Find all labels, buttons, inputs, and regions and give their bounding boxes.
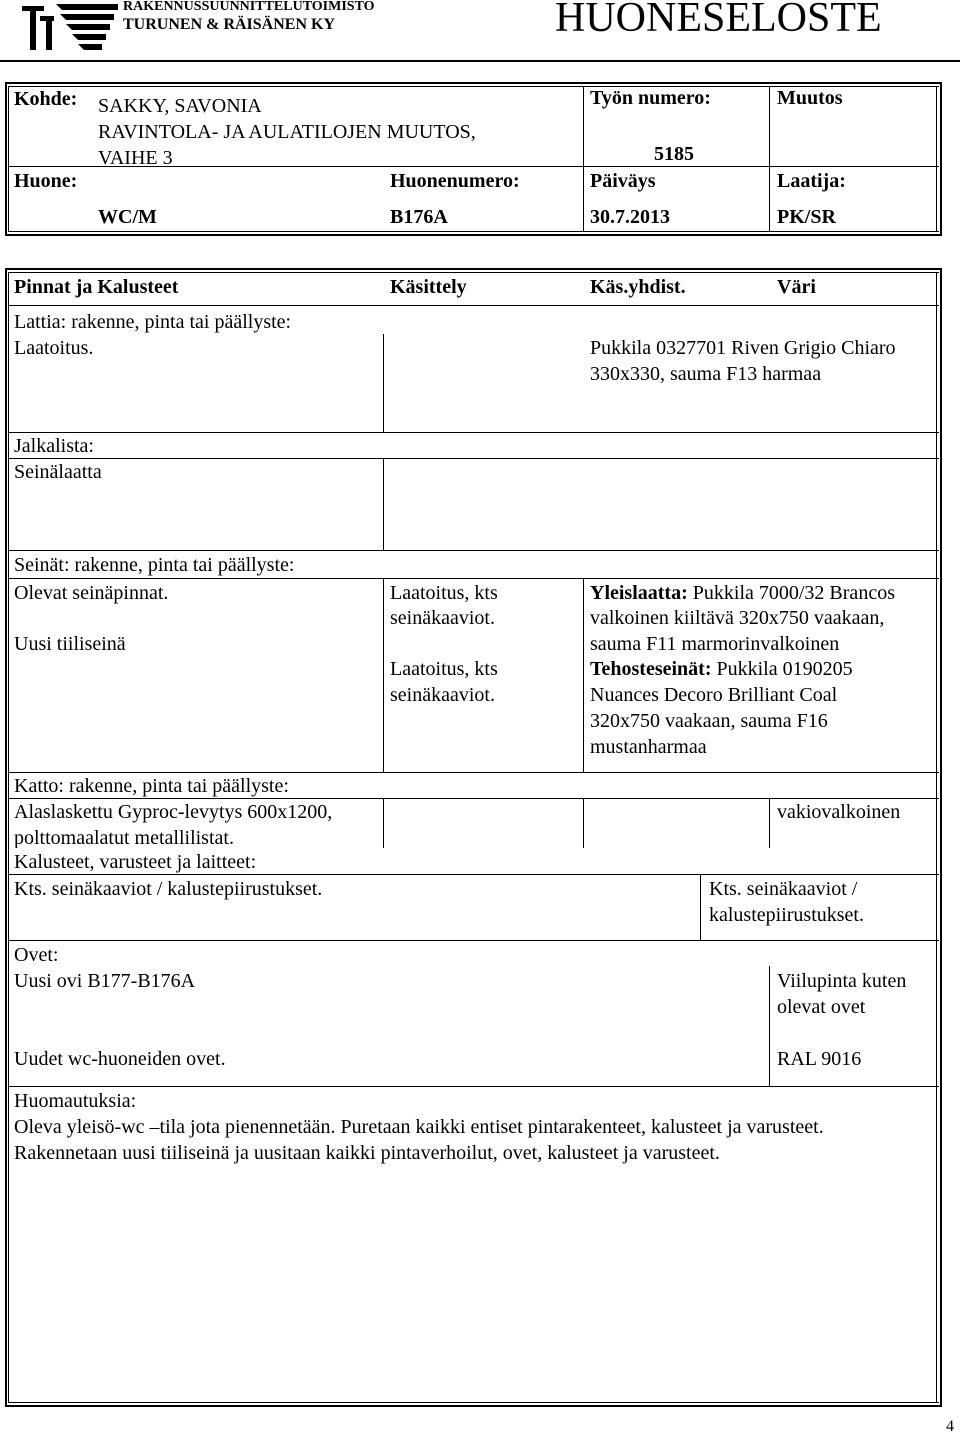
katto-line1: Alaslaskettu Gyproc-levytys 600x1200, xyxy=(14,801,333,823)
seinat-text2: Uusi tiiliseinä xyxy=(14,633,126,655)
katto-vari: vakiovalkoinen xyxy=(777,801,901,823)
ovet-vari1-line1: Viilupinta kuten xyxy=(777,970,907,992)
huone-label: Huone: xyxy=(14,170,78,192)
katto-line2-clip xyxy=(14,825,384,848)
muutos-label: Muutos xyxy=(777,87,843,109)
kalusteet-text: Kts. seinäkaaviot / kalustepiirustukset. xyxy=(14,878,323,900)
ovet-vari2: RAL 9016 xyxy=(777,1048,862,1070)
col-kasyhdist: Käs.yhdist. xyxy=(590,276,686,298)
laatija-label: Laatija: xyxy=(777,170,846,192)
page-number: 4 xyxy=(946,1418,954,1435)
seinat-vari-line4 xyxy=(590,656,853,682)
kohde-line1: SAKKY, SAVONIA xyxy=(98,95,262,117)
ovet-vari1-line2: olevat ovet xyxy=(777,996,866,1018)
seinat-vari-line5: Nuances Decoro Brilliant Coal xyxy=(590,684,838,706)
company-name-line1: RAKENNUSSUUNNITTELUTOIMISTO xyxy=(123,0,375,14)
laatija-value: PK/SR xyxy=(777,206,836,228)
kalusteet-right-line2: kalustepiirustukset. xyxy=(709,904,864,926)
company-name-line2: TURUNEN & RÄISÄNEN KY xyxy=(123,16,336,33)
seinat-vari-line2: valkoinen kiiltävä 320x750 vaakaan, xyxy=(590,607,885,629)
logo-icon xyxy=(22,2,118,52)
tyon-numero: 5185 xyxy=(654,143,694,165)
yleislaatta-label: Yleislaatta: xyxy=(590,582,688,604)
header-rule xyxy=(0,60,960,62)
seinat-vari-line3: sauma F11 marmorinvalkoinen xyxy=(590,633,840,655)
document-title: HUONESELOSTE xyxy=(555,0,882,41)
katto-line2: polttomaalatut metallilistat. xyxy=(14,827,234,848)
paivays-label: Päiväys xyxy=(590,170,656,192)
seinat-vari-line6: 320x750 vaakaan, sauma F16 xyxy=(590,710,828,732)
tehosteseinat-label: Tehosteseinät: xyxy=(590,658,712,680)
huonenumero-label: Huonenumero: xyxy=(390,170,520,192)
jalkalista-heading: Jalkalista: xyxy=(14,435,94,457)
huonenumero-value: B176A xyxy=(390,206,448,228)
col-pinnat: Pinnat ja Kalusteet xyxy=(14,276,179,298)
col-kasittely: Käsittely xyxy=(390,276,467,298)
lattia-heading: Lattia: rakenne, pinta tai päällyste: xyxy=(14,311,292,333)
seinat-kasittely2-line2: seinäkaaviot. xyxy=(390,684,495,706)
kohde-label: Kohde: xyxy=(14,88,78,110)
seinat-vari-line7: mustanharmaa xyxy=(590,736,707,758)
company-logo xyxy=(22,2,118,52)
ovet-text1: Uusi ovi B177-B176A xyxy=(14,970,196,992)
seinat-heading: Seinät: rakenne, pinta tai päällyste: xyxy=(14,554,295,576)
col-vari: Väri xyxy=(777,276,816,298)
tehosteseinat-text: Pukkila 0190205 xyxy=(711,658,853,680)
ovet-heading: Ovet: xyxy=(14,944,59,966)
huomautuksia-line1: Oleva yleisö-wc –tila jota pienennetään. Puretaan kaikki entiset pintarakenteet, kalusteet ja varusteet. xyxy=(14,1116,824,1138)
huone-value: WC/M xyxy=(98,206,157,228)
tyon-numero-label: Työn numero: xyxy=(590,87,711,109)
lattia-vari-line2: 330x330, sauma F13 harmaa xyxy=(590,363,822,385)
seinat-kasittely1-line1: Laatoitus, kts xyxy=(390,582,498,604)
kohde-line3: VAIHE 3 xyxy=(98,147,173,169)
lattia-text: Laatoitus. xyxy=(14,337,94,359)
kohde-line2: RAVINTOLA- JA AULATILOJEN MUUTOS, xyxy=(98,121,476,143)
paivays-value: 30.7.2013 xyxy=(590,206,670,228)
kalusteet-heading: Kalusteet, varusteet ja laitteet: xyxy=(14,851,257,873)
lattia-vari-line1: Pukkila 0327701 Riven Grigio Chiaro xyxy=(590,337,896,359)
seinat-kasittely1-line2: seinäkaaviot. xyxy=(390,607,495,629)
huomautuksia-heading: Huomautuksia: xyxy=(14,1090,137,1112)
huomautuksia-line2: Rakennetaan uusi tiiliseinä ja uusitaan kaikki pintaverhoilut, ovet, kalusteet ja varusteet. xyxy=(14,1142,720,1164)
seinat-vari-line1 xyxy=(590,580,895,606)
katto-heading: Katto: rakenne, pinta tai päällyste: xyxy=(14,775,289,797)
kalusteet-right-line1: Kts. seinäkaaviot / xyxy=(709,878,858,900)
seinat-text1: Olevat seinäpinnat. xyxy=(14,582,169,604)
yleislaatta-text: Pukkila 7000/32 Brancos xyxy=(687,582,895,604)
jalkalista-text: Seinälaatta xyxy=(14,461,102,483)
ovet-text2: Uudet wc-huoneiden ovet. xyxy=(14,1048,226,1070)
seinat-kasittely2-line1: Laatoitus, kts xyxy=(390,658,498,680)
